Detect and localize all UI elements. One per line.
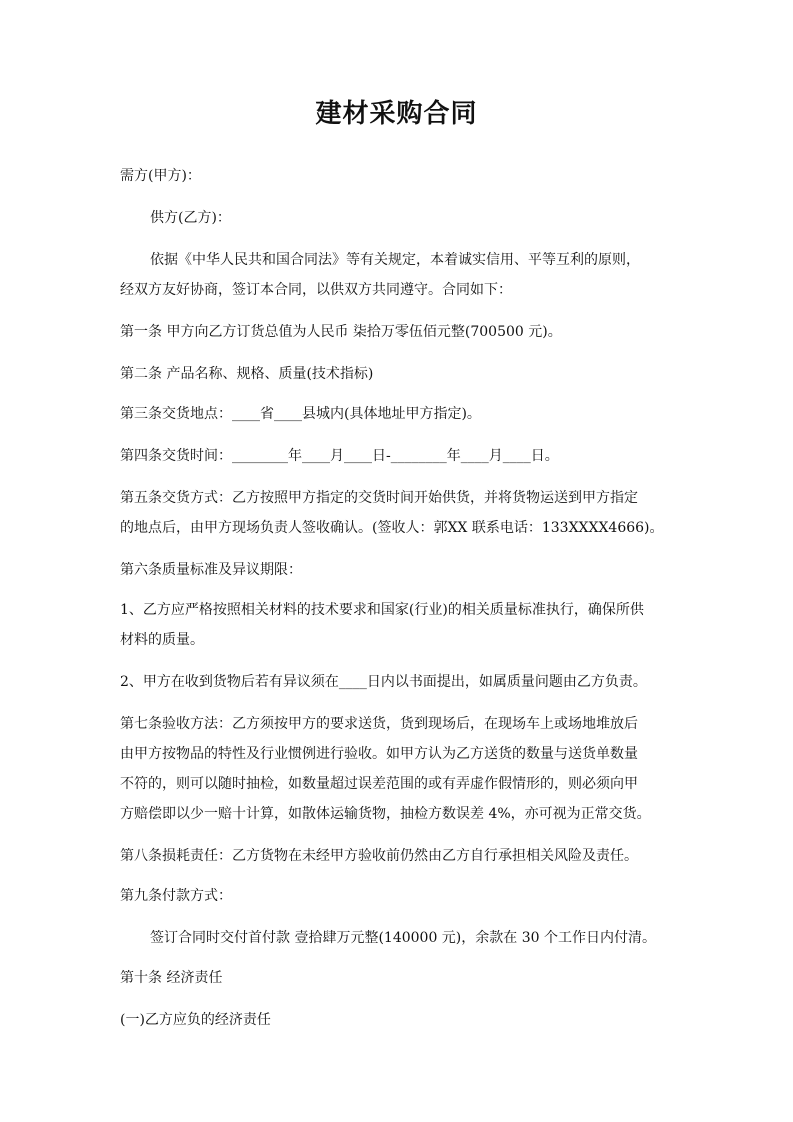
clause-3: 第三条交货地点：____省____县城内(具体地址甲方指定)。	[120, 406, 481, 422]
clause-1: 第一条 甲方向乙方订货总值为人民币 柒拾万零伍佰元整(700500 元)。	[120, 324, 562, 340]
party-b-line: 供方(乙方)：	[150, 210, 231, 226]
clause-4: 第四条交货时间：________年____月____日-________年____月____日。	[120, 448, 559, 464]
clause-9-payment: 签订合同时交付首付款 壹拾肆万元整(140000 元)，余款在 30 个工作日内付清。	[150, 930, 656, 946]
clause-6-heading: 第六条质量标准及异议期限：	[120, 562, 302, 578]
preamble-line-2: 经双方友好协商，签订本合同，以供双方共同遵守。合同如下：	[120, 282, 512, 298]
clause-7-line-2: 由甲方按物品的特性及行业惯例进行验收。如甲方认为乙方送货的数量与送货单数量	[120, 746, 638, 762]
clause-6-item-2: 2、甲方在收到货物后若有异议须在____日内以书面提出，如属质量问题由乙方负责。	[120, 674, 647, 690]
clause-7-line-1: 第七条验收方法：乙方须按甲方的要求送货，货到现场后，在现场车上或场地堆放后	[120, 716, 638, 732]
clause-10-heading: 第十条 经济责任	[120, 970, 223, 986]
clause-6-item-1-line-2: 材料的质量。	[120, 632, 204, 648]
document-title: 建材采购合同	[315, 99, 478, 129]
clause-7-line-4: 方赔偿即以少一赔十计算，如散体运输货物，抽检方数误差 4%，亦可视为正常交货。	[120, 806, 651, 822]
clause-10-subheading: (一)乙方应负的经济责任	[120, 1012, 271, 1028]
clause-2: 第二条 产品名称、规格、质量(技术指标)	[120, 366, 374, 382]
party-a-line: 需方(甲方)：	[120, 168, 201, 184]
clause-9-heading: 第九条付款方式：	[120, 888, 232, 904]
preamble-line-1: 依据《中华人民共和国合同法》等有关规定，本着诚实信用、平等互利的原则，	[150, 252, 640, 268]
clause-6-item-1-line-1: 1、乙方应严格按照相关材料的技术要求和国家(行业)的相关质量标准执行，确保所供	[120, 602, 644, 618]
clause-5-line-1: 第五条交货方式：乙方按照甲方指定的交货时间开始供货，并将货物运送到甲方指定	[120, 490, 638, 506]
clause-7-line-3: 不符的，则可以随时抽检，如数量超过误差范围的或有弄虚作假情形的，则必须向甲	[120, 776, 638, 792]
clause-5-line-2: 的地点后，由甲方现场负责人签收确认。(签收人：郭XX 联系电话：133XXXX4666)。	[120, 520, 664, 536]
clause-8: 第八条损耗责任：乙方货物在未经甲方验收前仍然由乙方自行承担相关风险及责任。	[120, 848, 638, 864]
